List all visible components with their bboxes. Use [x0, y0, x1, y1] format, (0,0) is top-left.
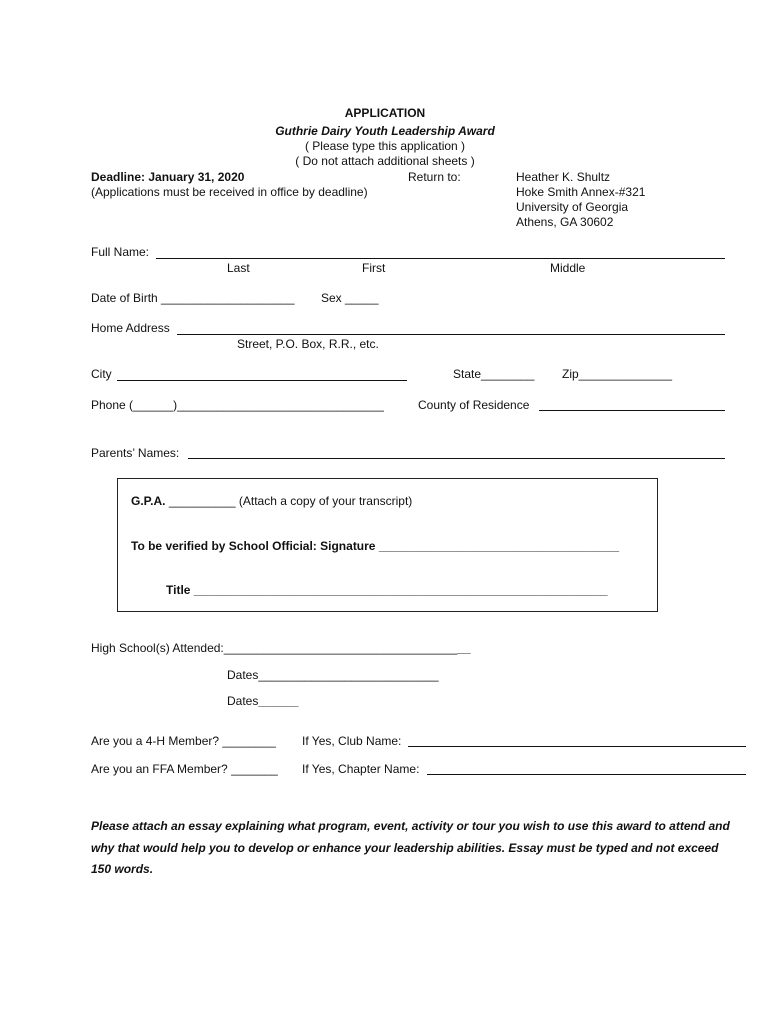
official-title-field[interactable]: ______________________________________________________________ [193, 583, 608, 597]
four-h-member-field[interactable]: Are you a 4-H Member? ________ [91, 734, 276, 748]
signature-field[interactable]: ____________________________________ [378, 539, 620, 553]
high-school-field[interactable] [91, 641, 471, 656]
first-name-hint: First [362, 261, 386, 275]
county-field[interactable] [539, 410, 725, 411]
address-hint: Street, P.O. Box, R.R., etc. [237, 337, 379, 351]
gpa-field[interactable]: __________ (Attach a copy of your transcript) [168, 494, 413, 508]
high-school-label: High School(s) Attended:___________________________________ [91, 641, 458, 655]
return-address-line: Athens, GA 30602 [516, 215, 614, 229]
home-address-label: Home Address [91, 321, 170, 335]
home-address-field[interactable] [177, 334, 725, 335]
return-address-line: University of Georgia [516, 200, 629, 214]
signature-label: To be verified by School Official: Signature [131, 539, 376, 553]
gpa-row [131, 494, 412, 509]
official-title-label: Title [166, 583, 191, 597]
deadline: Deadline: January 31, 2020 [91, 170, 245, 184]
chapter-name-field[interactable] [427, 774, 746, 775]
state-field[interactable]: State________ [453, 367, 535, 381]
essay-instructions: Please attach an essay explaining what program, event, activity or tour you wish to use this award to attend and why that would help you to develop or enhance your leadership abilities. Essay must be typed and not exceed 150 words. [91, 819, 730, 876]
county-label: County of Residence [418, 398, 530, 412]
ffa-member-field[interactable]: Are you an FFA Member? _______ [91, 762, 278, 776]
full-name-label: Full Name: [91, 245, 150, 259]
city-label: City [91, 367, 112, 381]
deadline-note: (Applications must be received in office by deadline) [91, 185, 368, 199]
chapter-name-label: If Yes, Chapter Name: [302, 762, 420, 776]
club-name-field[interactable] [408, 746, 746, 747]
form-title: APPLICATION [344, 106, 426, 120]
middle-name-hint: Middle [550, 261, 586, 275]
attach-note: ( Do not attach additional sheets ) [295, 154, 475, 168]
award-name: Guthrie Dairy Youth Leadership Award [275, 124, 495, 138]
return-to-label: Return to: [408, 170, 461, 184]
type-note: ( Please type this application ) [304, 139, 466, 153]
signature-row [131, 539, 619, 554]
return-address-line: Hoke Smith Annex-#321 [516, 185, 646, 199]
return-address-line: Heather K. Shultz [516, 170, 611, 184]
parents-names-label: Parents’ Names: [91, 446, 180, 460]
date-of-birth-field[interactable]: Date of Birth ____________________ [91, 291, 295, 305]
full-name-field[interactable] [156, 258, 725, 259]
dates-field-1[interactable]: Dates___________________________ [227, 668, 439, 682]
phone-field[interactable]: Phone (______)_______________________________ [91, 398, 384, 412]
dates-field-2[interactable] [227, 694, 298, 709]
zip-field[interactable]: Zip______________ [562, 367, 673, 381]
club-name-label: If Yes, Club Name: [302, 734, 402, 748]
official-title-row [166, 583, 608, 598]
sex-field[interactable]: Sex _____ [321, 291, 379, 305]
last-name-hint: Last [227, 261, 250, 275]
dates-label: Dates [227, 694, 259, 708]
gpa-label: G.P.A. [131, 494, 166, 508]
parents-names-field[interactable] [188, 458, 725, 459]
dates-blank: ______ [258, 694, 299, 708]
high-school-tail: __ [457, 641, 471, 655]
city-field[interactable] [117, 380, 407, 381]
